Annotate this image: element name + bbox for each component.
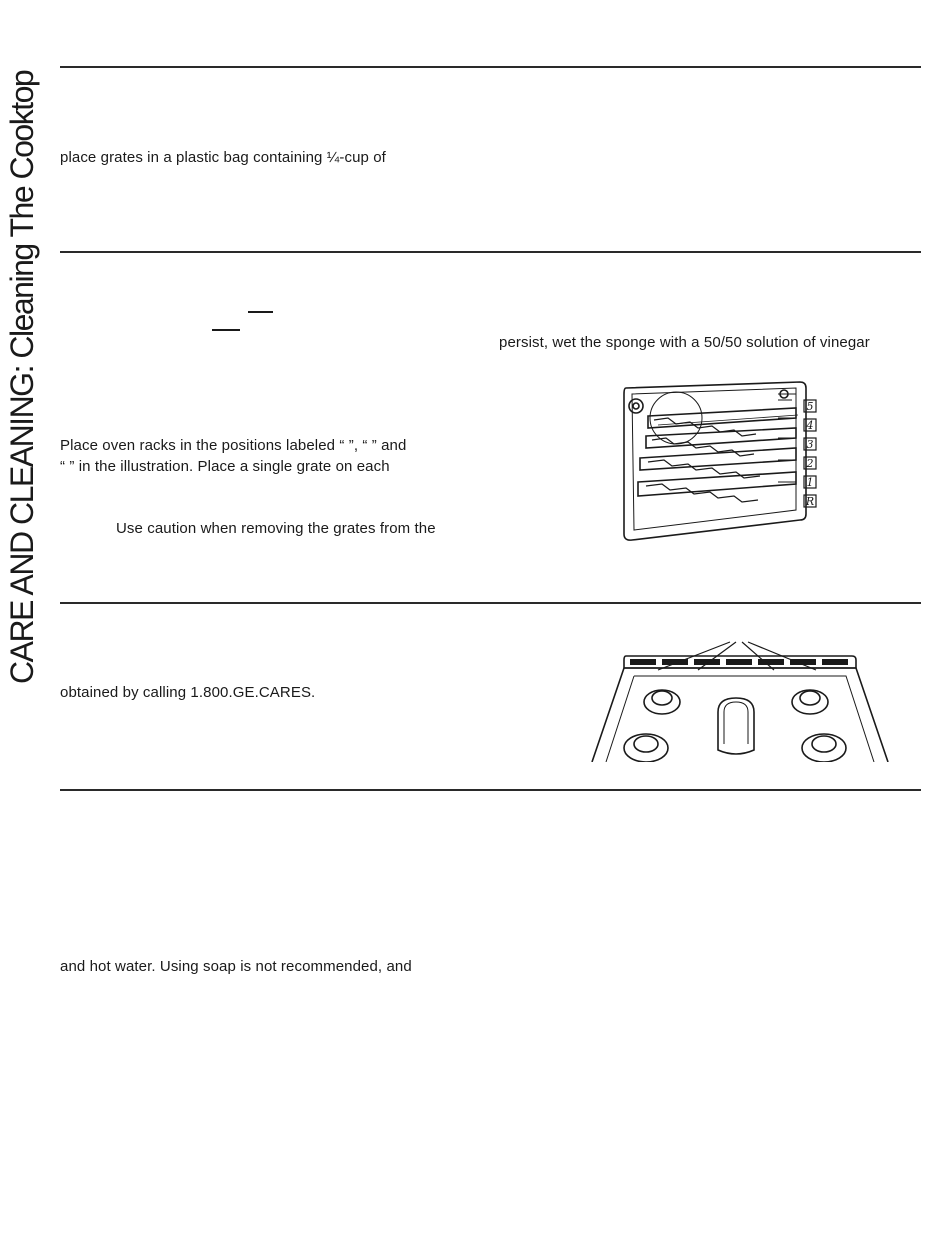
- section-divider: [60, 66, 921, 68]
- rack-label-5: 5: [806, 400, 814, 413]
- rack-positions-text-2: “ ” in the illustration. Place a single grate on each: [60, 458, 390, 475]
- rack-positions-text: Place oven racks in the positions labeled “ ”, “ ” and: [60, 437, 407, 454]
- text-dash: [248, 311, 273, 313]
- hot-water-text: and hot water. Using soap is not recommended, and: [60, 958, 412, 975]
- ge-cares-text: obtained by calling 1.800.GE.CARES.: [60, 684, 316, 701]
- section-divider: [60, 251, 921, 253]
- section-divider: [60, 602, 921, 604]
- rack-label-r: R: [805, 495, 815, 508]
- rack-label-4: 4: [806, 419, 814, 432]
- rack-label-1: 1: [806, 476, 814, 489]
- grates-bag-text: place grates in a plastic bag containing ¼-cup of: [60, 149, 386, 166]
- side-title: CARE AND CLEANING: Cleaning The Cooktop: [4, 70, 40, 684]
- vinegar-text: persist, wet the sponge with a 50/50 solution of vinegar: [499, 334, 870, 351]
- cooktop-illustration: [590, 640, 890, 762]
- rack-label-3: 3: [806, 438, 814, 451]
- text-dash: [212, 329, 240, 331]
- rack-label-2: 2: [806, 457, 814, 470]
- oven-rack-illustration: [618, 378, 822, 544]
- caution-text: Use caution when removing the grates from the: [116, 520, 436, 537]
- section-divider: [60, 789, 921, 791]
